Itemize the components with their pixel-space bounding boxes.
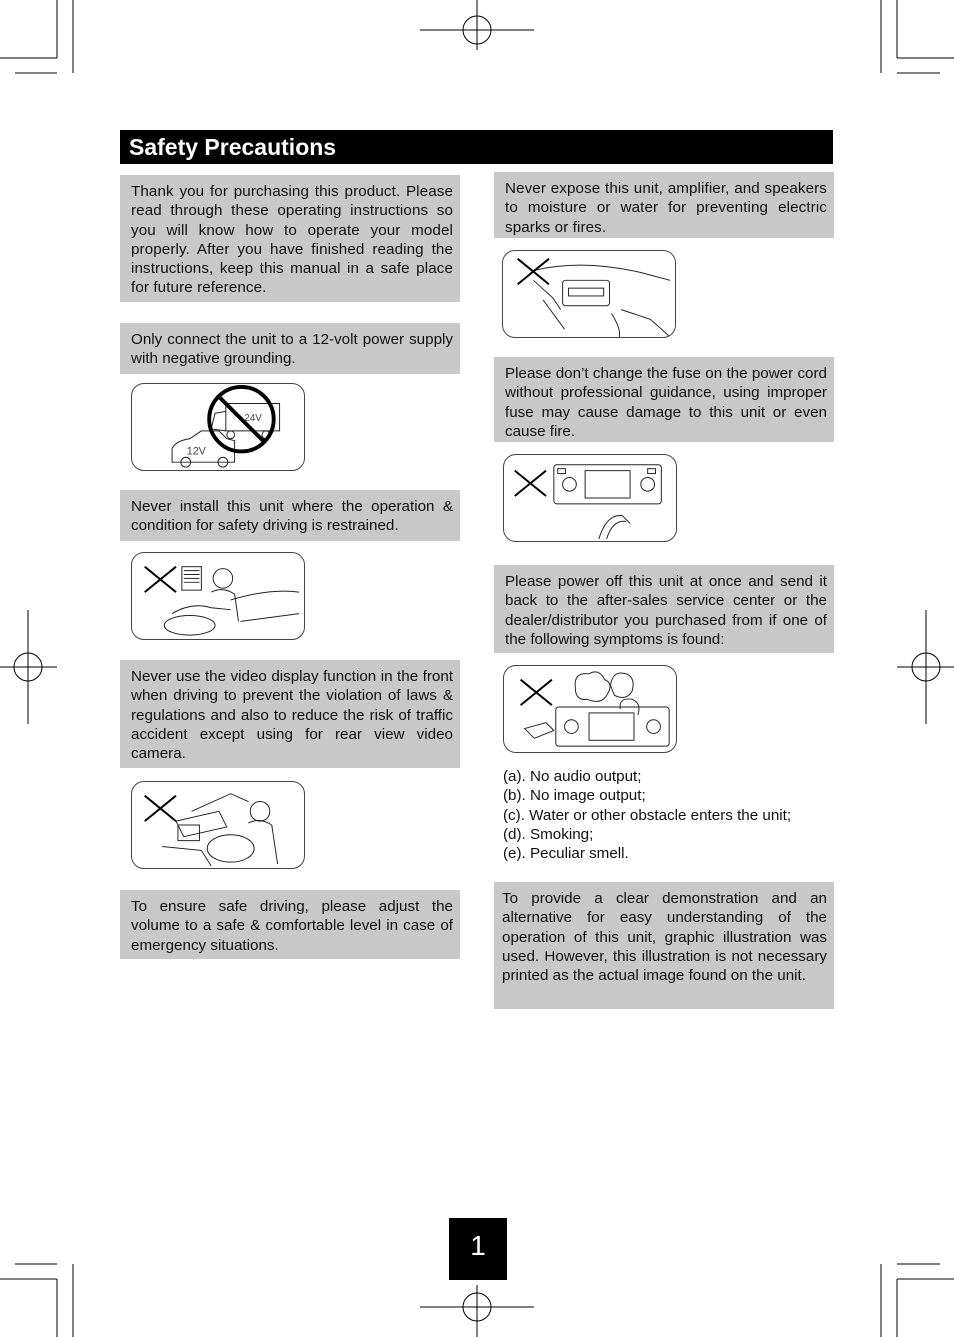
page-number: 1 [449,1218,507,1280]
car-voltage-label: 12V [186,445,206,458]
fuse-note: Please don’t change the fuse on the power cord without professional guidance, using improper fuse may cause damage to this unit or even cause fire. [494,357,834,442]
symptoms-list [503,767,791,863]
truck-voltage-label: 24V [244,413,262,425]
page-title: Safety Precautions [120,130,833,164]
driver-install-illustration [131,552,305,640]
illustration-disclaimer-note: To provide a clear demonstration and an alternative for easy understanding of the operation of this unit, graphic illustration was used. However, this illustration is not necessary printed as the actual image found on the unit. [494,882,834,1009]
list-item: (a). No audio output; [503,768,642,785]
fuse-illustration [503,454,677,542]
list-item: (b). No image output; [503,787,646,805]
install-note: Never install this unit where the operation & condition for safety driving is restrained. [120,490,460,541]
volume-note: To ensure safe driving, please adjust the volume to a safe & comfortable level in case of emergency situations. [120,890,460,959]
power-supply-illustration [131,383,305,471]
power-supply-note: Only connect the unit to a 12-volt power supply with negative grounding. [120,323,460,374]
symptoms-illustration [503,665,677,753]
moisture-illustration [502,250,676,338]
list-item: (d). Smoking; [503,825,594,843]
moisture-note: Never expose this unit, amplifier, and speakers to moisture or water for preventing electric sparks or fires. [494,172,834,238]
video-display-note: Never use the video display function in the front when driving to prevent the violation of laws & regulations and also to reduce the risk of traffic accident except using for rear view video camera. [120,660,460,768]
power-off-note: Please power off this unit at once and send it back to the after-sales service center or the dealer/distributor you purchased from if one of the following symptoms is found: [494,565,834,653]
video-driving-illustration [131,781,305,869]
list-item: (c). Water or other obstacle enters the unit; [503,806,792,824]
list-item: (e). Peculiar smell. [503,845,629,863]
intro-note: Thank you for purchasing this product. Please read through these operating instructions so you will know how to operate your model properly. After you have finished reading the instructions, keep this manual in a safe place for future reference. [120,175,460,302]
